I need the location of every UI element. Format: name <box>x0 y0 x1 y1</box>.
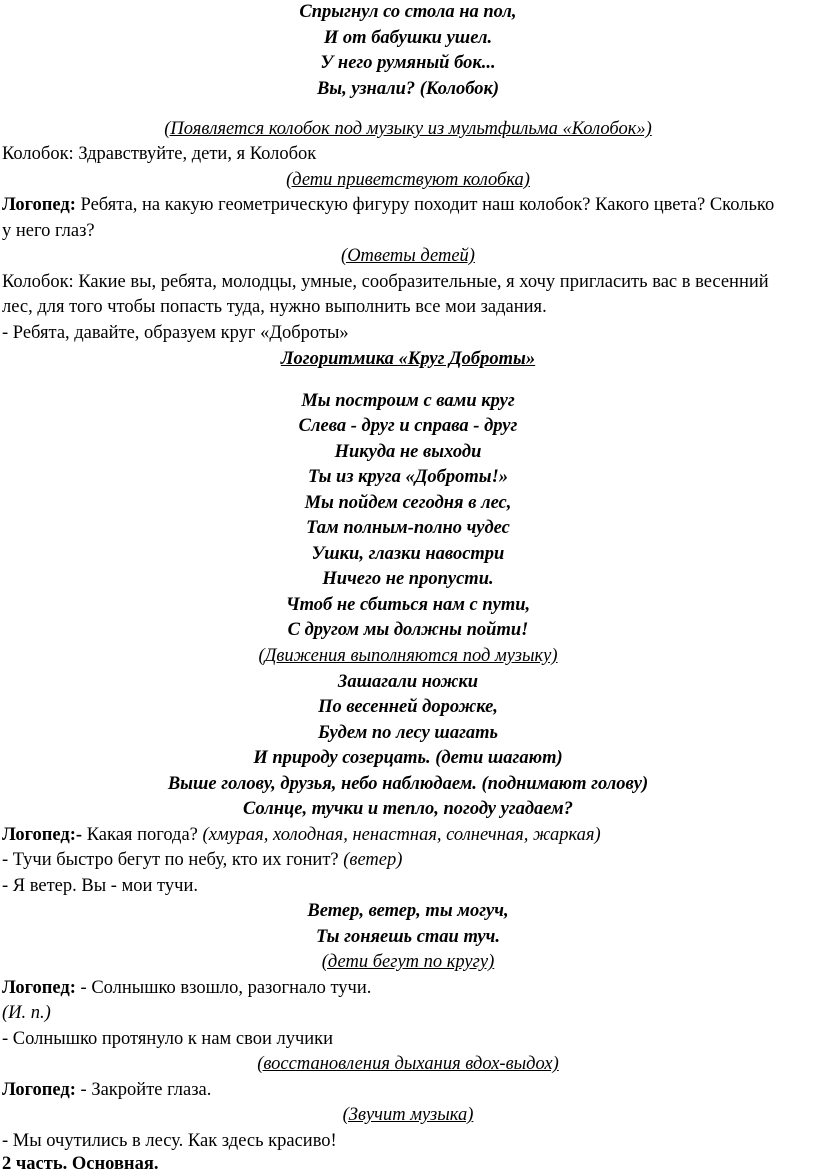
poem-circle-line: Мы пойдем сегодня в лес, <box>304 493 512 513</box>
stage-note: (Звучит музыка) <box>342 1105 474 1125</box>
poem-walk-line: Зашагали ножки <box>337 672 479 692</box>
stage-note: (дети бегут по кругу) <box>321 952 495 972</box>
poem-circle-line: Чтоб не сбиться нам с пути, <box>285 595 531 615</box>
poem-intro-line: Спрыгнул со стола на пол, <box>299 2 517 22</box>
part-heading: 2 часть. Основная. <box>2 1154 159 1174</box>
stage-note: (Движения выполняются под музыку) <box>258 646 558 666</box>
clouds-question <box>2 848 816 872</box>
stage-note: (восстановления дыхания вдох-выдох) <box>257 1054 559 1074</box>
logoped-question <box>2 193 816 217</box>
speaker-label: Логопед: <box>2 978 76 998</box>
poem-intro-line: И от бабушки ушел. <box>323 28 493 48</box>
poem-circle-line: Ты из круга «Доброты!» <box>307 467 509 487</box>
clouds-question-text: - Тучи быстро бегут по небу, кто их гонит? <box>2 850 344 870</box>
poem-circle-line: Там полным-полно чудес <box>306 518 510 538</box>
weather-question-text: Какая погода? <box>82 825 203 845</box>
speaker-label: Логопед: <box>2 1080 76 1100</box>
poem-circle-line: Мы построим с вами круг <box>301 391 515 411</box>
weather-answers: (хмурая, холодная, ненастная, солнечная, жаркая) <box>202 825 601 845</box>
in-forest: - Мы очутились в лесу. Как здесь красиво! <box>2 1131 337 1151</box>
circle-invite: - Ребята, давайте, образуем круг «Доброты» <box>2 323 349 343</box>
speaker-label: Логопед:- <box>2 825 83 845</box>
wind-line: - Я ветер. Вы - мои тучи. <box>2 876 198 896</box>
stage-note: (дети приветствуют колобка) <box>286 170 530 190</box>
poem-walk-line: По весенней дорожке, <box>318 697 498 717</box>
stage-note: (И. п.) <box>2 1003 51 1023</box>
close-eyes-text: - Закройте глаза. <box>75 1080 212 1100</box>
poem-circle-line: Ничего не пропусти. <box>322 569 494 589</box>
poem-circle-line: С другом мы должны пойти! <box>287 620 529 640</box>
sun-rays: - Солнышко протянуло к нам свои лучики <box>2 1029 334 1049</box>
poem-intro-line: Вы, узнали? (Колобок) <box>316 79 500 99</box>
speaker-label: Логопед: <box>2 195 76 215</box>
sun-rose-text: - Солнышко взошло, разогнало тучи. <box>75 978 372 998</box>
close-eyes <box>2 1078 816 1102</box>
stage-note: (Ответы детей) <box>341 246 475 266</box>
poem-walk-line: Будем по лесу шагать <box>317 723 499 743</box>
logoped-question-text: Ребята, на какую геометрическую фигуру походит наш колобок? Какого цвета? Сколько <box>75 195 775 215</box>
kolobok-invite-cont: лес, для того чтобы попасть туда, нужно выполнить все мои задания. <box>2 297 547 317</box>
kolobok-greeting: Колобок: Здравствуйте, дети, я Колобок <box>2 144 317 164</box>
poem-walk-line: Солнце, тучки и тепло, погоду угадаем? <box>242 799 573 819</box>
poem-circle-line: Никуда не выходи <box>334 442 482 462</box>
kolobok-invite: Колобок: Какие вы, ребята, молодцы, умные, сообразительные, я хочу пригласить вас в весенний <box>2 272 769 292</box>
poem-wind-line: Ты гоняешь стаи туч. <box>316 927 500 947</box>
section-heading: Логоритмика «Круг Доброты» <box>280 349 536 369</box>
sun-rose <box>2 976 816 1000</box>
poem-walk-line: Выше голову, друзья, небо наблюдаем. (поднимают голову) <box>167 774 649 794</box>
poem-intro-line: У него румяный бок... <box>320 53 496 73</box>
poem-circle-line: Ушки, глазки навостри <box>311 544 505 564</box>
poem-wind-line: Ветер, ветер, ты могуч, <box>307 901 509 921</box>
poem-walk-line: И природу созерцать. (дети шагают) <box>253 748 563 768</box>
stage-note: (Появляется колобок под музыку из мультфильма «Колобок») <box>164 119 652 139</box>
weather-question <box>2 823 816 847</box>
poem-circle-line: Слева - друг и справа - друг <box>298 416 518 436</box>
clouds-answer: (ветер) <box>343 850 403 870</box>
logoped-question-cont: у него глаз? <box>2 221 95 241</box>
